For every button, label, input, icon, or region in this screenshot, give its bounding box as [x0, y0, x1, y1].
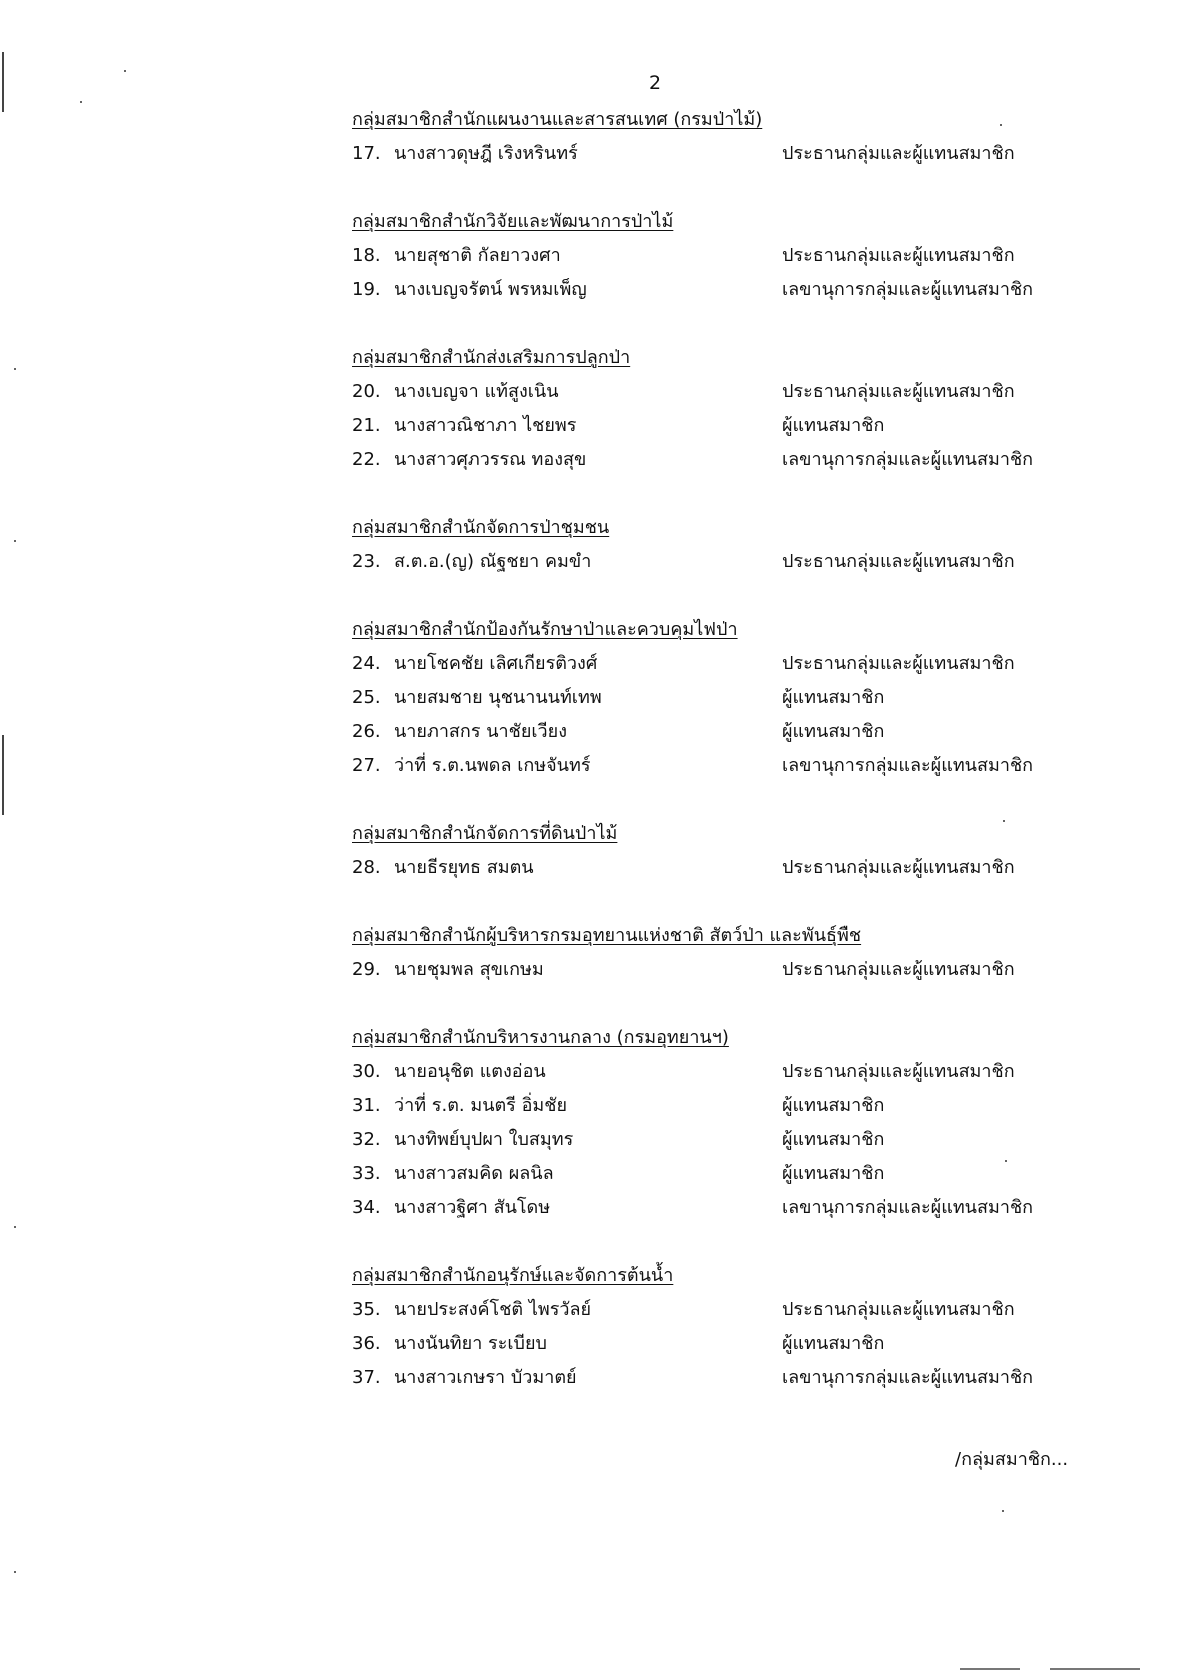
member-number: 27.	[352, 755, 381, 776]
member-row	[352, 545, 1152, 579]
scan-speck	[1002, 1510, 1004, 1512]
member-row	[352, 273, 1152, 307]
member-name: นายสุชาติ กัลยาวงศา	[394, 245, 561, 266]
member-role: ประธานกลุ่มและผู้แทนสมาชิก	[782, 381, 1015, 402]
member-role: ผู้แทนสมาชิก	[782, 415, 885, 436]
member-name: นายภาสกร นาชัยเวียง	[394, 721, 567, 742]
member-row	[352, 239, 1152, 273]
group-title: กลุ่มสมาชิกสำนักผู้บริหารกรมอุทยานแห่งชาติ สัตว์ป่า และพันธุ์พืช	[352, 925, 862, 946]
continuation-note: /กลุ่มสมาชิก...	[955, 1449, 1069, 1470]
member-row	[352, 1327, 1152, 1361]
group-title: กลุ่มสมาชิกสำนักจัดการป่าชุมชน	[352, 517, 610, 538]
member-name: นายโชคชัย เลิศเกียรติวงศ์	[394, 653, 598, 674]
member-role: ประธานกลุ่มและผู้แทนสมาชิก	[782, 551, 1015, 572]
member-number: 34.	[352, 1197, 381, 1218]
member-number: 21.	[352, 415, 381, 436]
member-number: 28.	[352, 857, 381, 878]
member-row	[352, 647, 1152, 681]
member-role: ผู้แทนสมาชิก	[782, 1333, 885, 1354]
member-row	[352, 1089, 1152, 1123]
member-number: 35.	[352, 1299, 381, 1320]
member-role: ประธานกลุ่มและผู้แทนสมาชิก	[782, 1061, 1015, 1082]
member-number: 36.	[352, 1333, 381, 1354]
member-number: 31.	[352, 1095, 381, 1116]
member-role: เลขานุการกลุ่มและผู้แทนสมาชิก	[782, 1367, 1034, 1388]
member-number: 22.	[352, 449, 381, 470]
member-name: นางสาวฐิศา สันโดษ	[394, 1197, 551, 1218]
member-role: ผู้แทนสมาชิก	[782, 1163, 885, 1184]
member-row	[352, 715, 1152, 749]
member-role: ผู้แทนสมาชิก	[782, 687, 885, 708]
scan-edge-mark	[1050, 1668, 1140, 1670]
member-group	[352, 205, 1152, 307]
member-number: 24.	[352, 653, 381, 674]
member-role: ประธานกลุ่มและผู้แทนสมาชิก	[782, 959, 1015, 980]
member-name: นายอนุชิต แตงอ่อน	[394, 1061, 546, 1082]
member-number: 20.	[352, 381, 381, 402]
member-name: นางทิพย์บุปผา ใบสมุทร	[394, 1129, 574, 1150]
member-name: นางสาวดุษฎี เริงหรินทร์	[394, 143, 578, 164]
member-number: 23.	[352, 551, 381, 572]
member-role: ผู้แทนสมาชิก	[782, 721, 885, 742]
member-name: นายธีรยุทธ สมตน	[394, 857, 534, 878]
member-number: 18.	[352, 245, 381, 266]
scan-speck	[80, 101, 82, 103]
scan-speck	[14, 1571, 16, 1573]
member-row	[352, 375, 1152, 409]
member-name: นายชุมพล สุขเกษม	[394, 959, 544, 980]
member-role: เลขานุการกลุ่มและผู้แทนสมาชิก	[782, 755, 1034, 776]
member-number: 37.	[352, 1367, 381, 1388]
member-group	[352, 613, 1152, 783]
member-group	[352, 341, 1152, 477]
member-group	[352, 103, 1152, 171]
member-number: 19.	[352, 279, 381, 300]
member-row	[352, 681, 1152, 715]
member-group	[352, 1259, 1152, 1395]
member-name: นางเบญจา แท้สูงเนิน	[394, 381, 559, 402]
member-name: นางเบญจรัตน์ พรหมเพ็ญ	[394, 279, 587, 300]
member-name: ว่าที่ ร.ต. มนตรี อิ่มชัย	[394, 1095, 568, 1116]
member-row	[352, 1191, 1152, 1225]
member-row	[352, 749, 1152, 783]
member-row	[352, 953, 1152, 987]
member-name: นางสาวศุภวรรณ ทองสุข	[394, 449, 587, 470]
member-group	[352, 919, 1152, 987]
member-role: ประธานกลุ่มและผู้แทนสมาชิก	[782, 857, 1015, 878]
member-row	[352, 443, 1152, 477]
scan-speck	[14, 540, 16, 542]
member-groups	[352, 103, 1152, 1429]
member-row	[352, 1293, 1152, 1327]
member-row	[352, 1157, 1152, 1191]
member-group	[352, 511, 1152, 579]
member-group	[352, 817, 1152, 885]
member-row	[352, 137, 1152, 171]
member-group	[352, 1021, 1152, 1225]
scan-speck	[14, 368, 16, 370]
member-role: ผู้แทนสมาชิก	[782, 1129, 885, 1150]
member-row	[352, 1055, 1152, 1089]
member-number: 32.	[352, 1129, 381, 1150]
member-role: ผู้แทนสมาชิก	[782, 1095, 885, 1116]
group-title: กลุ่มสมาชิกสำนักวิจัยและพัฒนาการป่าไม้	[352, 211, 674, 232]
member-number: 26.	[352, 721, 381, 742]
member-row	[352, 409, 1152, 443]
member-role: ประธานกลุ่มและผู้แทนสมาชิก	[782, 245, 1015, 266]
scan-edge-mark	[2, 52, 4, 112]
member-role: ประธานกลุ่มและผู้แทนสมาชิก	[782, 653, 1015, 674]
member-name: นายประสงค์โชติ ไพรวัลย์	[394, 1299, 592, 1320]
scan-edge-mark	[2, 735, 4, 815]
member-number: 17.	[352, 143, 381, 164]
member-role: เลขานุการกลุ่มและผู้แทนสมาชิก	[782, 1197, 1034, 1218]
member-name: นางนันทิยา ระเบียบ	[394, 1333, 547, 1354]
member-name: นางสาวสมคิด ผลนิล	[394, 1163, 554, 1184]
scan-speck	[124, 70, 126, 72]
member-number: 29.	[352, 959, 381, 980]
member-number: 33.	[352, 1163, 381, 1184]
group-title: กลุ่มสมาชิกสำนักป้องกันรักษาป่าและควบคุมไฟป่า	[352, 619, 738, 640]
member-row	[352, 1361, 1152, 1395]
member-role: เลขานุการกลุ่มและผู้แทนสมาชิก	[782, 279, 1034, 300]
member-name: นางสาวณิชาภา ไชยพร	[394, 415, 577, 436]
member-number: 30.	[352, 1061, 381, 1082]
member-name: นายสมชาย นุชนานนท์เทพ	[394, 687, 602, 708]
member-row	[352, 1123, 1152, 1157]
member-row	[352, 851, 1152, 885]
group-title: กลุ่มสมาชิกสำนักแผนงานและสารสนเทศ (กรมป่าไม้)	[352, 109, 763, 130]
member-name: นางสาวเกษรา บัวมาตย์	[394, 1367, 577, 1388]
member-number: 25.	[352, 687, 381, 708]
group-title: กลุ่มสมาชิกสำนักส่งเสริมการปลูกป่า	[352, 347, 631, 368]
group-title: กลุ่มสมาชิกสำนักอนุรักษ์และจัดการต้นน้ำ	[352, 1265, 674, 1286]
scan-edge-mark	[960, 1668, 1020, 1670]
page-number: 2	[649, 72, 662, 94]
member-role: ประธานกลุ่มและผู้แทนสมาชิก	[782, 1299, 1015, 1320]
group-title: กลุ่มสมาชิกสำนักจัดการที่ดินป่าไม้	[352, 823, 618, 844]
member-name: ส.ต.อ.(ญ) ณัฐชยา คมขำ	[394, 551, 592, 572]
member-role: เลขานุการกลุ่มและผู้แทนสมาชิก	[782, 449, 1034, 470]
scan-speck	[14, 1226, 16, 1228]
member-name: ว่าที่ ร.ต.นพดล เกษจันทร์	[394, 755, 591, 776]
member-role: ประธานกลุ่มและผู้แทนสมาชิก	[782, 143, 1015, 164]
group-title: กลุ่มสมาชิกสำนักบริหารงานกลาง (กรมอุทยานฯ)	[352, 1027, 729, 1048]
